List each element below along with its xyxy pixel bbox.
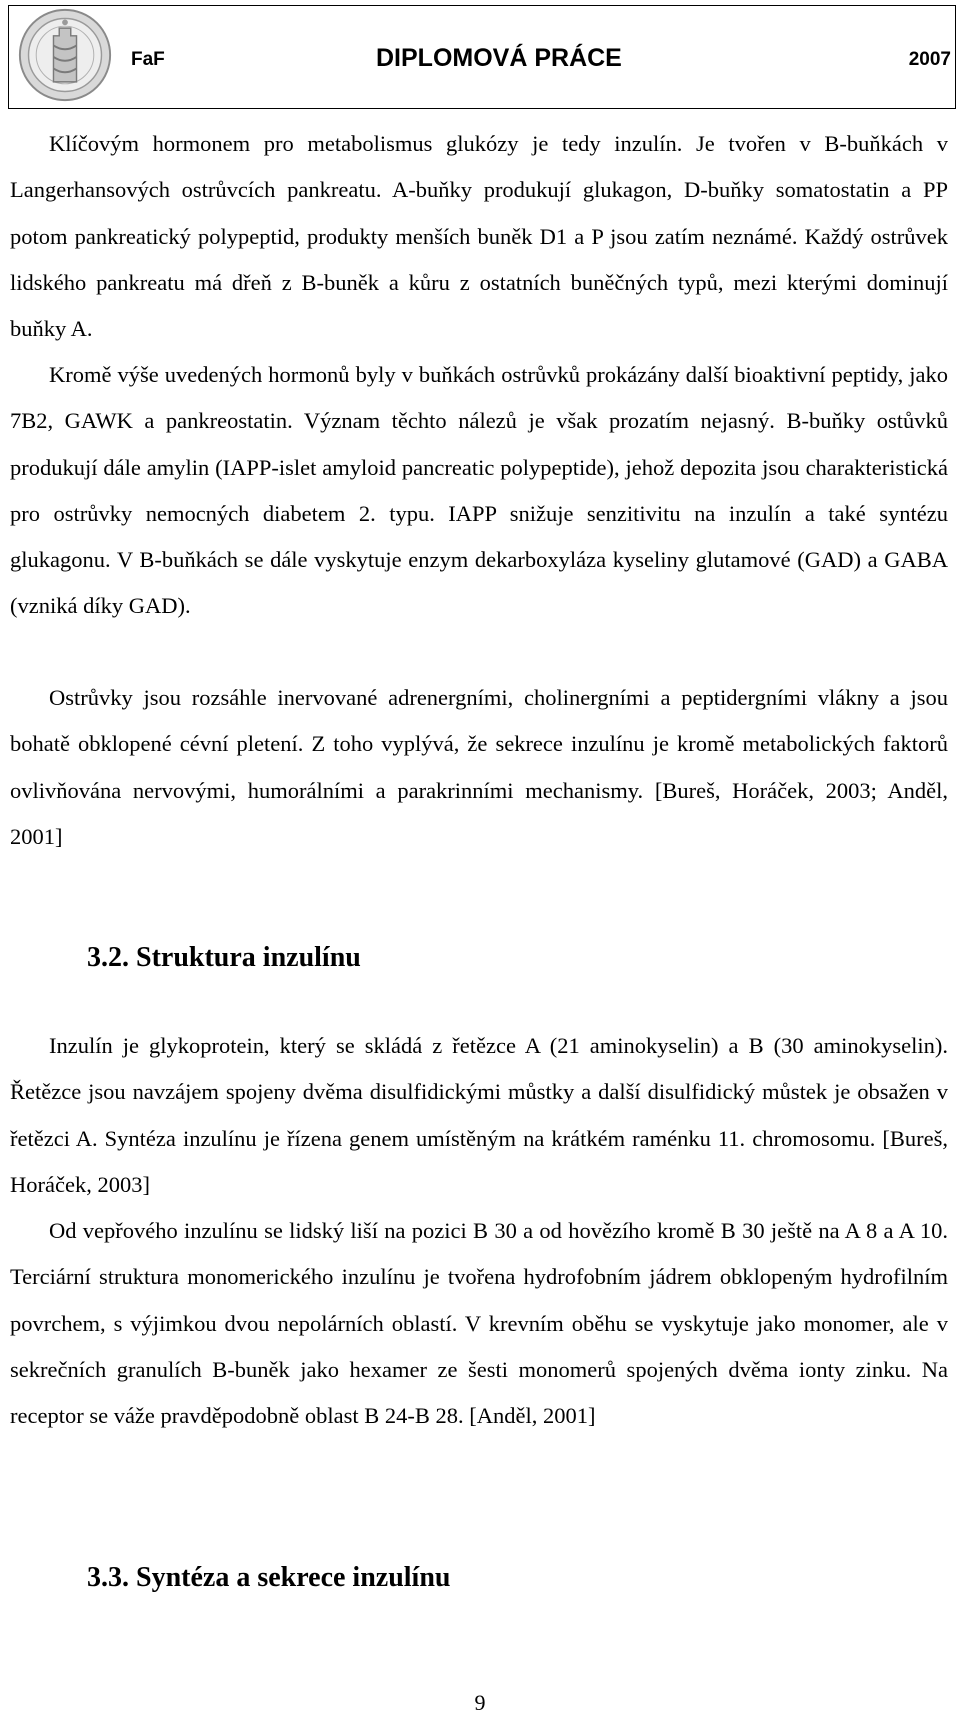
header-title: DIPLOMOVÁ PRÁCE bbox=[376, 44, 622, 72]
paragraph-3: Ostrůvky jsou rozsáhle inervované adrenergními, cholinergními a peptidergními vlákny a jsou bohatě obklopené cévní pletení. Z toho vyplývá, že sekrece inzulínu je kromě metabolických faktorů ovlivňována nervovými, humorálními a parakrinními mechanismy. [Bureš, Horáček, 2003; Anděl, 2001] bbox=[10, 685, 948, 849]
paragraph-5: Od vepřového inzulínu se lidský liší na pozici B 30 a od hovězího kromě B 30 ještě na A 8 a A 10. Terciární struktura monomerického inzulínu je tvořena hydrofobním jádrem obklopeným hydrofilním povrchem, s výjimkou dvou nepolárních oblastí. V krevním oběhu se vyskytuje jako monomer, ale v sekrečních granulích B-buněk jako hexamer ze šesti monomerů spojených dvěma ionty zinku. Na receptor se váže pravděpodobně oblast B 24-B 28. [Anděl, 2001] bbox=[10, 1218, 948, 1429]
header-faculty: FaF bbox=[131, 49, 165, 70]
header-year: 2007 bbox=[908, 49, 951, 70]
page-number: 9 bbox=[474, 1690, 486, 1715]
section-heading-3-2: 3.2. Struktura inzulínu bbox=[87, 942, 361, 973]
paragraph-4: Inzulín je glykoprotein, který se skládá z řetězce A (21 aminokyselin) a B (30 aminokyselin). Řetězce jsou navzájem spojeny dvěma disulfidickými můstky a další disulfidický můstek je obsažen v řetězci A. Syntéza inzulínu je řízena genem umístěným na krátkém raménku 11. chromosomu. [Bureš, Horáček, 2003] bbox=[10, 1033, 948, 1197]
paragraph-2: Kromě výše uvedených hormonů byly v buňkách ostrůvků prokázány další bioaktivní peptidy, jako 7B2, GAWK a pankreostatin. Význam těchto nálezů je však prozatím nejasný. B-buňky ostůvků produkují dále amylin (IAPP-islet amyloid pancreatic polypeptide), jehož depozita jsou charakteristická pro ostrůvky nemocných diabetem 2. typu. IAPP snižuje senzitivitu na inzulín a také syntézu glukagonu. V B-buňkách se dále vyskytuje enzym dekarboxyláza kyseliny glutamové (GAD) a GABA (vzniká díky GAD). bbox=[10, 362, 948, 619]
section-heading-3-3: 3.3. Syntéza a sekrece inzulínu bbox=[87, 1562, 451, 1593]
university-seal-icon bbox=[17, 7, 113, 103]
paragraph-1: Klíčovým hormonem pro metabolismus glukózy je tedy inzulín. Je tvořen v B-buňkách v Langerhansových ostrůvcích pankreatu. A-buňky produkují glukagon, D-buňky somatostatin a PP potom pankreatický polypeptid, produkty menších buněk D1 a P jsou zatím neznámé. Každý ostrůvek lidského pankreatu má dřeň z B-buněk a kůru z ostatních buněčných typů, mezi kterými dominují buňky A. bbox=[10, 131, 948, 342]
page-header bbox=[8, 5, 956, 109]
